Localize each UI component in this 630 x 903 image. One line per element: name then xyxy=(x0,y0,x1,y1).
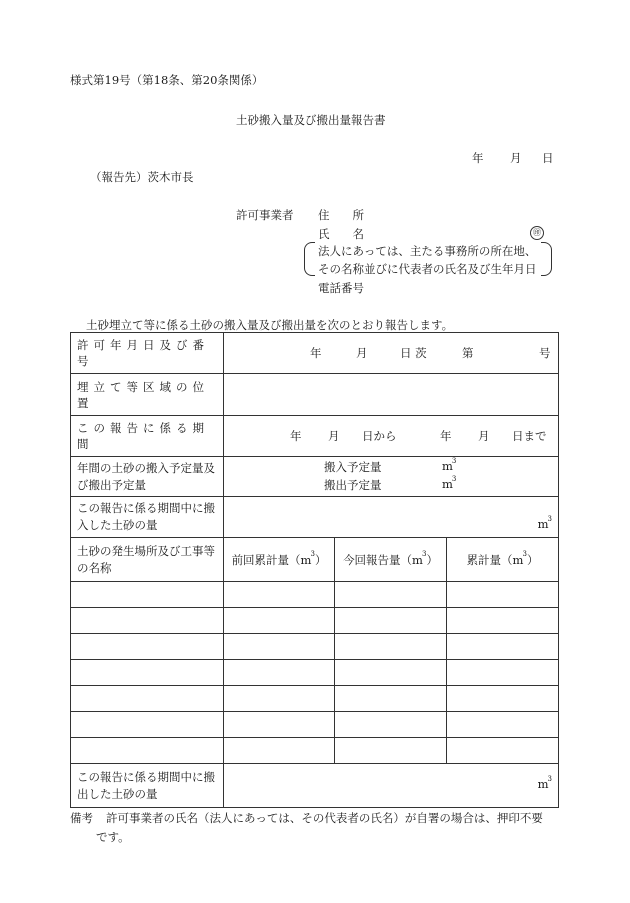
date-year-label: 年 xyxy=(472,151,484,165)
period-month-2: 月 xyxy=(478,429,490,443)
permit-month: 月 xyxy=(356,346,368,360)
period-label-cell xyxy=(71,416,224,457)
prev-cell[interactable] xyxy=(224,660,335,686)
period-in-unit xyxy=(538,517,552,531)
origin-row xyxy=(71,660,559,686)
curr-cell[interactable] xyxy=(335,660,447,686)
period-from: 日から xyxy=(362,429,397,443)
origin-row xyxy=(71,608,559,634)
permit-label-cell xyxy=(71,333,224,374)
period-in-value-cell[interactable] xyxy=(224,497,559,538)
annual-in-label: 搬入予定量 xyxy=(324,460,382,474)
note-bracket-left xyxy=(304,242,315,276)
col-curr-label: 今回報告量（m xyxy=(343,552,423,567)
period-out-label-cell xyxy=(71,764,224,808)
permit-row xyxy=(71,333,559,374)
total-cell[interactable] xyxy=(447,608,559,634)
origin-name-cell[interactable] xyxy=(71,712,224,738)
remark-line1: 許可事業者の氏名（法人にあっては、その代表者の氏名）が自署の場合は、押印不要 xyxy=(106,811,543,825)
curr-cell[interactable] xyxy=(335,634,447,660)
intro-text: 土砂埋立て等に係る土砂の搬入量及び搬出量を次のとおり報告します。 xyxy=(86,318,454,332)
period-in-unit-sup: 3 xyxy=(547,515,553,523)
total-cell[interactable] xyxy=(447,634,559,660)
prev-cell[interactable] xyxy=(224,686,335,712)
permit-year: 年 xyxy=(310,346,322,360)
total-cell[interactable] xyxy=(447,738,559,764)
note-bracket-right xyxy=(541,242,552,276)
origin-name-cell[interactable] xyxy=(71,582,224,608)
col-prev-sup: 3 xyxy=(310,549,315,558)
prev-cell[interactable] xyxy=(224,738,335,764)
period-label: この報告に係る期間 xyxy=(77,421,209,451)
origin-name-cell[interactable] xyxy=(71,660,224,686)
remark-label: 備考 xyxy=(70,811,93,825)
curr-cell[interactable] xyxy=(335,738,447,764)
annual-in-unit xyxy=(442,459,456,473)
period-month-1: 月 xyxy=(328,429,340,443)
permit-dai: 第 xyxy=(462,346,474,360)
period-out-row xyxy=(71,764,559,808)
report-table xyxy=(70,332,559,808)
origin-name-cell[interactable] xyxy=(71,686,224,712)
origin-row xyxy=(71,686,559,712)
origin-row xyxy=(71,634,559,660)
permit-go: 号 xyxy=(539,346,551,360)
location-label: 埋立て等区域の位置 xyxy=(77,379,209,410)
curr-cell[interactable] xyxy=(335,582,447,608)
period-to: 日まで xyxy=(512,429,547,443)
period-out-unit-sup: 3 xyxy=(547,775,553,783)
curr-cell[interactable] xyxy=(335,608,447,634)
origin-name-cell[interactable] xyxy=(71,608,224,634)
period-year-2: 年 xyxy=(440,429,452,443)
annual-out-unit-base: m xyxy=(442,477,453,491)
remark-line2: です。 xyxy=(96,830,130,844)
origin-header-row xyxy=(71,538,559,582)
col-total-sup: 3 xyxy=(522,549,527,558)
period-out-unit xyxy=(538,777,552,791)
origin-name-cell[interactable] xyxy=(71,634,224,660)
annual-in-unit-sup: 3 xyxy=(451,457,457,465)
col-curr-header xyxy=(335,538,447,582)
period-in-label-cell xyxy=(71,497,224,538)
permit-value-cell[interactable] xyxy=(224,333,559,374)
period-out-unit-base: m xyxy=(537,777,549,791)
period-out-label: この報告に係る期間中に搬出した土砂の量 xyxy=(77,769,215,801)
prev-cell[interactable] xyxy=(224,634,335,660)
period-year-1: 年 xyxy=(290,429,302,443)
origin-row xyxy=(71,738,559,764)
curr-cell[interactable] xyxy=(335,712,447,738)
prev-cell[interactable] xyxy=(224,712,335,738)
phone-label: 電話番号 xyxy=(318,281,364,295)
total-cell[interactable] xyxy=(447,712,559,738)
date-month-label: 月 xyxy=(510,151,522,165)
annual-label: 年間の土砂の搬入予定量及び搬出予定量 xyxy=(77,460,215,492)
seal-text: ㊞ xyxy=(530,226,544,240)
permit-day-city: 日 茨 xyxy=(400,346,427,360)
col-total-close: ） xyxy=(526,552,539,567)
annual-out-unit-sup: 3 xyxy=(451,475,457,483)
location-row xyxy=(71,374,559,416)
permit-label: 許可年月日及び番号 xyxy=(77,338,209,368)
curr-cell[interactable] xyxy=(335,686,447,712)
seal-mark xyxy=(530,224,544,240)
annual-label-cell xyxy=(71,457,224,497)
col-curr-close: ） xyxy=(426,552,438,567)
address-label: 住 所 xyxy=(318,208,364,222)
col-prev-header xyxy=(224,538,335,582)
licensee-label: 許可事業者 xyxy=(236,208,294,222)
form-title: 土砂搬入量及び搬出量報告書 xyxy=(236,113,386,127)
origin-row xyxy=(71,712,559,738)
col-prev-close: ） xyxy=(314,552,327,567)
annual-value-cell[interactable] xyxy=(224,457,559,497)
total-cell[interactable] xyxy=(447,582,559,608)
period-in-unit-base: m xyxy=(537,517,549,531)
col-prev-label: 前回累計量（m xyxy=(231,552,312,567)
period-row xyxy=(71,416,559,457)
total-cell[interactable] xyxy=(447,660,559,686)
total-cell[interactable] xyxy=(447,686,559,712)
origin-label-cell xyxy=(71,538,224,582)
date-day-label: 日 xyxy=(542,151,554,165)
period-out-value-cell[interactable] xyxy=(224,764,559,808)
period-in-label: この報告に係る期間中に搬入した土砂の量 xyxy=(77,501,215,532)
corporate-note-line2: その名称並びに代表者の氏名及び生年月日 xyxy=(318,262,537,276)
period-in-row xyxy=(71,497,559,538)
annual-out-label: 搬出予定量 xyxy=(324,478,382,492)
prev-cell[interactable] xyxy=(224,582,335,608)
period-value-cell[interactable] xyxy=(224,416,559,457)
addressee: （報告先）茨木市長 xyxy=(90,170,194,184)
corporate-note-line1: 法人にあっては、主たる事務所の所在地、 xyxy=(318,244,537,258)
annual-row xyxy=(71,457,559,497)
name-label: 氏 名 xyxy=(318,227,364,241)
annual-out-unit xyxy=(442,477,456,491)
col-total-label: 累計量（m xyxy=(466,552,524,567)
prev-cell[interactable] xyxy=(224,608,335,634)
col-total-header xyxy=(447,538,559,582)
form-number: 様式第19号（第18条、第20条関係） xyxy=(70,73,264,87)
annual-in-unit-base: m xyxy=(442,459,453,473)
origin-row xyxy=(71,582,559,608)
origin-label: 土砂の発生場所及び工事等の名称 xyxy=(77,543,215,575)
location-label-cell xyxy=(71,374,224,416)
origin-name-cell[interactable] xyxy=(71,738,224,764)
col-curr-sup: 3 xyxy=(421,549,427,558)
location-value-cell[interactable] xyxy=(224,374,559,416)
